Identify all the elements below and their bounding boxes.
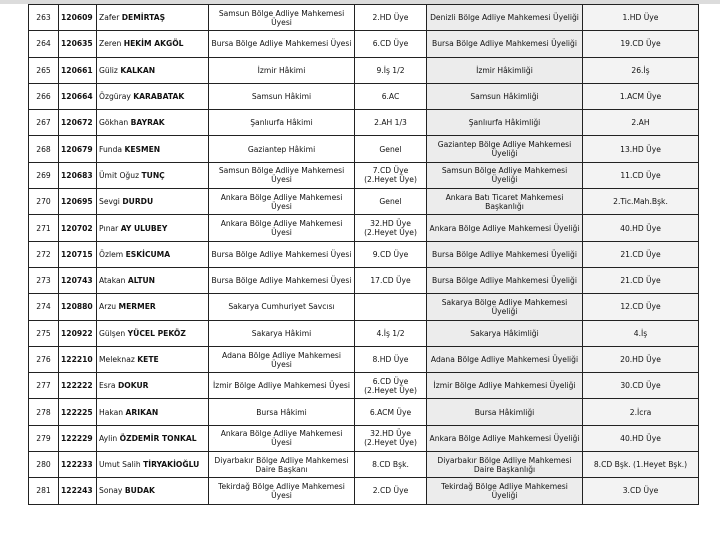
row-number: 267 bbox=[29, 110, 59, 136]
new-department: 12.CD Üye bbox=[583, 294, 699, 320]
person-name bbox=[97, 399, 209, 425]
current-duty: Samsun Bölge Adliye Mahkemesi Üyesi bbox=[209, 162, 355, 188]
new-duty: Bursa Bölge Adliye Mahkemesi Üyeliği bbox=[427, 267, 583, 293]
new-department: 40.HD Üye bbox=[583, 215, 699, 241]
row-number: 266 bbox=[29, 83, 59, 109]
current-duty: Sakarya Cumhuriyet Savcısı bbox=[209, 294, 355, 320]
current-department: 17.CD Üye bbox=[355, 267, 427, 293]
table-row bbox=[29, 83, 699, 109]
current-department bbox=[355, 294, 427, 320]
table-row bbox=[29, 31, 699, 57]
row-number: 278 bbox=[29, 399, 59, 425]
new-duty: Bursa Hâkimliği bbox=[427, 399, 583, 425]
new-duty: Ankara Bölge Adliye Mahkemesi Üyeliği bbox=[427, 425, 583, 451]
current-duty: Tekirdağ Bölge Adliye Mahkemesi Üyesi bbox=[209, 478, 355, 504]
first-name: Güliz bbox=[99, 65, 118, 75]
person-name bbox=[97, 452, 209, 478]
first-name: Arzu bbox=[99, 302, 117, 312]
table-row bbox=[29, 399, 699, 425]
appointment-table bbox=[28, 4, 699, 505]
current-duty: Bursa Hâkimi bbox=[209, 399, 355, 425]
row-number: 272 bbox=[29, 241, 59, 267]
sicil-number: 120715 bbox=[59, 241, 97, 267]
surname: TİRYAKİOĞLU bbox=[143, 460, 200, 470]
surname: ÖZDEMİR TONKAL bbox=[119, 433, 197, 443]
new-duty: Tekirdağ Bölge Adliye Mahkemesi Üyeliği bbox=[427, 478, 583, 504]
current-department: 9.CD Üye bbox=[355, 241, 427, 267]
person-name bbox=[97, 136, 209, 162]
current-department: Genel bbox=[355, 136, 427, 162]
first-name: Hakan bbox=[99, 407, 124, 417]
current-department: 7.CD Üye (2.Heyet Üye) bbox=[355, 162, 427, 188]
surname: ALTUN bbox=[127, 276, 156, 286]
first-name: Gökhan bbox=[99, 118, 129, 128]
sicil-number: 120683 bbox=[59, 162, 97, 188]
new-department: 2.Tic.Mah.Bşk. bbox=[583, 189, 699, 215]
new-duty: Denizli Bölge Adliye Mahkemesi Üyeliği bbox=[427, 5, 583, 31]
first-name: Özgüray bbox=[99, 92, 131, 102]
new-department: 4.İş bbox=[583, 320, 699, 346]
person-name bbox=[97, 162, 209, 188]
row-number: 264 bbox=[29, 31, 59, 57]
table-row bbox=[29, 189, 699, 215]
person-name bbox=[97, 294, 209, 320]
person-name bbox=[97, 346, 209, 372]
person-name bbox=[97, 425, 209, 451]
current-duty: İzmir Bölge Adliye Mahkemesi Üyesi bbox=[209, 373, 355, 399]
first-name: Gülşen bbox=[99, 328, 126, 338]
current-duty: Samsun Bölge Adliye Mahkemesi Üyesi bbox=[209, 5, 355, 31]
sicil-number: 120672 bbox=[59, 110, 97, 136]
new-duty: Sakarya Hâkimliği bbox=[427, 320, 583, 346]
sicil-number: 122222 bbox=[59, 373, 97, 399]
current-department: 6.AC bbox=[355, 83, 427, 109]
new-department: 3.CD Üye bbox=[583, 478, 699, 504]
current-duty: Ankara Bölge Adliye Mahkemesi Üyesi bbox=[209, 215, 355, 241]
person-name bbox=[97, 57, 209, 83]
current-duty: Samsun Hâkimi bbox=[209, 83, 355, 109]
person-name bbox=[97, 267, 209, 293]
table-row bbox=[29, 478, 699, 504]
table-row bbox=[29, 136, 699, 162]
new-duty: Gaziantep Bölge Adliye Mahkemesi Üyeliği bbox=[427, 136, 583, 162]
table-row bbox=[29, 162, 699, 188]
new-department: 2.İcra bbox=[583, 399, 699, 425]
row-number: 280 bbox=[29, 452, 59, 478]
row-number: 281 bbox=[29, 478, 59, 504]
current-duty: Adana Bölge Adliye Mahkemesi Üyesi bbox=[209, 346, 355, 372]
current-department: 4.İş 1/2 bbox=[355, 320, 427, 346]
surname: KETE bbox=[137, 355, 159, 364]
sicil-number: 122225 bbox=[59, 399, 97, 425]
surname: KESMEN bbox=[124, 144, 161, 154]
first-name: Atakan bbox=[99, 276, 126, 286]
table-row bbox=[29, 346, 699, 372]
sicil-number: 120635 bbox=[59, 31, 97, 57]
surname: TUNÇ bbox=[141, 170, 165, 180]
new-duty: Sakarya Bölge Adliye Mahkemesi Üyeliği bbox=[427, 294, 583, 320]
sicil-number: 120922 bbox=[59, 320, 97, 346]
table-row bbox=[29, 320, 699, 346]
new-department: 1.ACM Üye bbox=[583, 83, 699, 109]
current-duty: Gaziantep Hâkimi bbox=[209, 136, 355, 162]
new-duty: İzmir Bölge Adliye Mahkemesi Üyeliği bbox=[427, 373, 583, 399]
row-number: 271 bbox=[29, 215, 59, 241]
table-row bbox=[29, 267, 699, 293]
current-department: 32.HD Üye (2.Heyet Üye) bbox=[355, 215, 427, 241]
current-department: 2.CD Üye bbox=[355, 478, 427, 504]
surname: DURDU bbox=[122, 197, 154, 207]
row-number: 277 bbox=[29, 373, 59, 399]
current-duty: Bursa Bölge Adliye Mahkemesi Üyesi bbox=[209, 31, 355, 57]
person-name bbox=[97, 83, 209, 109]
table-row bbox=[29, 110, 699, 136]
row-number: 268 bbox=[29, 136, 59, 162]
current-duty: Şanlıurfa Hâkimi bbox=[209, 110, 355, 136]
first-name: Sonay bbox=[99, 486, 123, 496]
surname: YÜCEL PEKÖZ bbox=[127, 328, 186, 338]
table-row bbox=[29, 215, 699, 241]
new-department: 8.CD Bşk. (1.Heyet Bşk.) bbox=[583, 452, 699, 478]
new-duty: Ankara Bölge Adliye Mahkemesi Üyeliği bbox=[427, 215, 583, 241]
new-department: 21.CD Üye bbox=[583, 267, 699, 293]
first-name: Pınar bbox=[99, 223, 119, 233]
row-number: 263 bbox=[29, 5, 59, 31]
person-name bbox=[97, 110, 209, 136]
new-department: 20.HD Üye bbox=[583, 346, 699, 372]
surname: MERMER bbox=[118, 302, 156, 312]
new-department: 19.CD Üye bbox=[583, 31, 699, 57]
new-department: 13.HD Üye bbox=[583, 136, 699, 162]
table-body bbox=[29, 5, 699, 505]
new-department: 40.HD Üye bbox=[583, 425, 699, 451]
new-duty: Diyarbakır Bölge Adliye Mahkemesi Daire Başkanlığı bbox=[427, 452, 583, 478]
current-duty: Diyarbakır Bölge Adliye Mahkemesi Daire Başkanı bbox=[209, 452, 355, 478]
surname: ESKİCUMA bbox=[125, 249, 171, 259]
sicil-number: 122210 bbox=[59, 346, 97, 372]
table-row bbox=[29, 294, 699, 320]
new-duty: Adana Bölge Adliye Mahkemesi Üyeliği bbox=[427, 346, 583, 372]
sicil-number: 120609 bbox=[59, 5, 97, 31]
surname: ARIKAN bbox=[125, 407, 159, 417]
table-row bbox=[29, 425, 699, 451]
current-department: 6.CD Üye bbox=[355, 31, 427, 57]
surname: DEMİRTAŞ bbox=[121, 13, 166, 23]
first-name: Özlem bbox=[99, 249, 124, 259]
sicil-number: 120679 bbox=[59, 136, 97, 162]
sicil-number: 120664 bbox=[59, 83, 97, 109]
sicil-number: 120743 bbox=[59, 267, 97, 293]
current-department: 9.İş 1/2 bbox=[355, 57, 427, 83]
row-number: 275 bbox=[29, 320, 59, 346]
surname: HEKİM AKGÖL bbox=[123, 39, 184, 49]
new-department: 21.CD Üye bbox=[583, 241, 699, 267]
surname: KALKAN bbox=[120, 65, 156, 75]
current-department: 8.CD Bşk. bbox=[355, 452, 427, 478]
sicil-number: 120661 bbox=[59, 57, 97, 83]
person-name bbox=[97, 189, 209, 215]
first-name: Zafer bbox=[99, 13, 120, 23]
first-name: Meleknaz bbox=[99, 355, 135, 364]
new-duty: Samsun Bölge Adliye Mahkemesi Üyeliği bbox=[427, 162, 583, 188]
current-department: 2.AH 1/3 bbox=[355, 110, 427, 136]
current-department: 8.HD Üye bbox=[355, 346, 427, 372]
person-name bbox=[97, 31, 209, 57]
new-department: 1.HD Üye bbox=[583, 5, 699, 31]
row-number: 270 bbox=[29, 189, 59, 215]
surname: AY ULUBEY bbox=[120, 223, 168, 233]
row-number: 269 bbox=[29, 162, 59, 188]
table-row bbox=[29, 373, 699, 399]
current-department: 2.HD Üye bbox=[355, 5, 427, 31]
row-number: 276 bbox=[29, 346, 59, 372]
current-duty: Ankara Bölge Adliye Mahkemesi Üyesi bbox=[209, 425, 355, 451]
table-row bbox=[29, 241, 699, 267]
table-row bbox=[29, 5, 699, 31]
table-row bbox=[29, 57, 699, 83]
new-duty: Samsun Hâkimliği bbox=[427, 83, 583, 109]
new-department: 26.İş bbox=[583, 57, 699, 83]
current-duty: Ankara Bölge Adliye Mahkemesi Üyesi bbox=[209, 189, 355, 215]
current-duty: Bursa Bölge Adliye Mahkemesi Üyesi bbox=[209, 267, 355, 293]
first-name: Aylin bbox=[99, 433, 118, 443]
row-number: 265 bbox=[29, 57, 59, 83]
new-department: 2.AH bbox=[583, 110, 699, 136]
new-department: 30.CD Üye bbox=[583, 373, 699, 399]
person-name bbox=[97, 241, 209, 267]
surname: BAYRAK bbox=[130, 118, 165, 128]
current-duty: Bursa Bölge Adliye Mahkemesi Üyesi bbox=[209, 241, 355, 267]
current-duty: Sakarya Hâkimi bbox=[209, 320, 355, 346]
current-department: 6.CD Üye (2.Heyet Üye) bbox=[355, 373, 427, 399]
current-duty: İzmir Hâkimi bbox=[209, 57, 355, 83]
row-number: 279 bbox=[29, 425, 59, 451]
person-name bbox=[97, 373, 209, 399]
sicil-number: 120695 bbox=[59, 189, 97, 215]
person-name bbox=[97, 5, 209, 31]
sicil-number: 120702 bbox=[59, 215, 97, 241]
current-department: Genel bbox=[355, 189, 427, 215]
surname: KARABATAK bbox=[133, 92, 185, 102]
person-name bbox=[97, 320, 209, 346]
surname: BUDAK bbox=[124, 486, 155, 496]
new-duty: Bursa Bölge Adliye Mahkemesi Üyeliği bbox=[427, 241, 583, 267]
table-row bbox=[29, 452, 699, 478]
sicil-number: 122233 bbox=[59, 452, 97, 478]
sicil-number: 120880 bbox=[59, 294, 97, 320]
new-duty: Şanlıurfa Hâkimliği bbox=[427, 110, 583, 136]
sicil-number: 122243 bbox=[59, 478, 97, 504]
person-name bbox=[97, 478, 209, 504]
row-number: 273 bbox=[29, 267, 59, 293]
surname: DOKUR bbox=[117, 381, 149, 391]
current-department: 32.HD Üye (2.Heyet Üye) bbox=[355, 425, 427, 451]
new-duty: İzmir Hâkimliği bbox=[427, 57, 583, 83]
first-name: Umut Salih bbox=[99, 460, 141, 470]
person-name bbox=[97, 215, 209, 241]
new-department: 11.CD Üye bbox=[583, 162, 699, 188]
first-name: Funda bbox=[99, 144, 123, 154]
first-name: Zeren bbox=[99, 39, 122, 49]
sicil-number: 122229 bbox=[59, 425, 97, 451]
new-duty: Bursa Bölge Adliye Mahkemesi Üyeliği bbox=[427, 31, 583, 57]
first-name: Esra bbox=[99, 381, 116, 391]
current-department: 6.ACM Üye bbox=[355, 399, 427, 425]
first-name: Ümit Oğuz bbox=[99, 170, 140, 180]
first-name: Sevgi bbox=[99, 197, 120, 207]
row-number: 274 bbox=[29, 294, 59, 320]
new-duty: Ankara Batı Ticaret Mahkemesi Başkanlığı bbox=[427, 189, 583, 215]
